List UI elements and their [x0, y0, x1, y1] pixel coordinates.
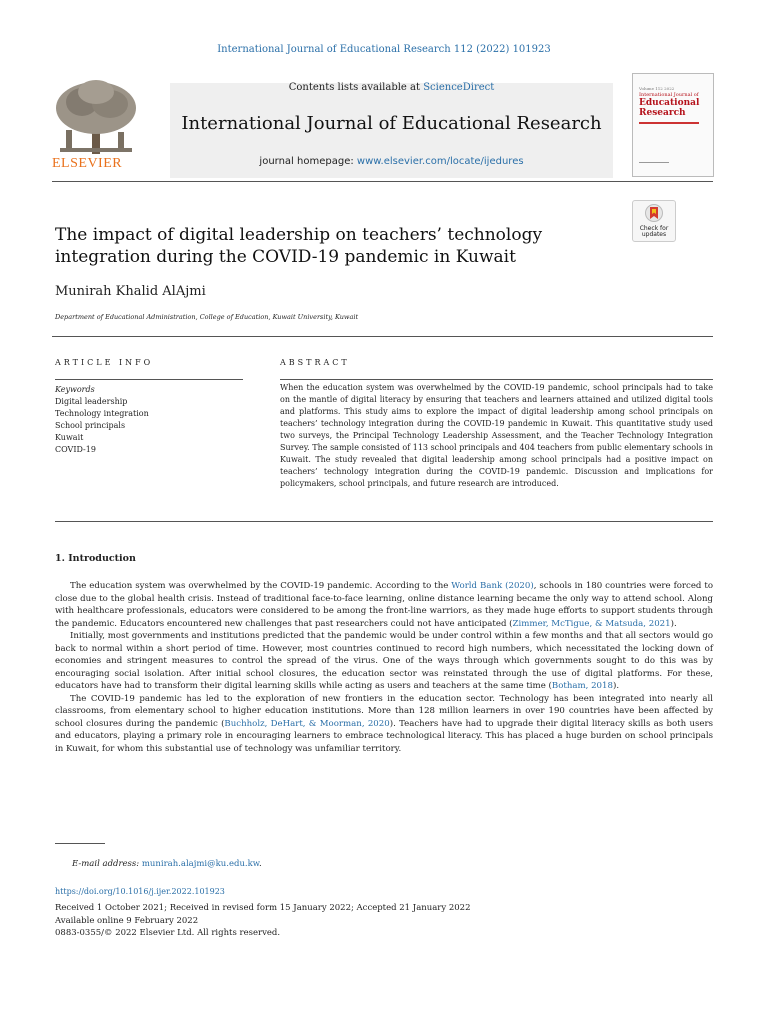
email-suffix: .	[259, 859, 262, 869]
cover-title-line2: Educational	[639, 98, 700, 108]
doi-link[interactable]: https://doi.org/10.1016/j.ijer.2022.101923	[55, 887, 225, 896]
keyword-item: School principals	[55, 421, 126, 430]
abstract-heading: ABSTRACT	[280, 358, 350, 367]
bookmark-icon	[645, 204, 663, 224]
keyword-item: Kuwait	[55, 433, 84, 442]
received-dates: Received 1 October 2021; Received in revised form 15 January 2022; Accepted 21 January 2022	[55, 903, 471, 913]
abstract-bottom-rule	[55, 521, 713, 522]
author-affiliation: Department of Educational Administration, College of Education, Kuwait University, Kuwait	[55, 313, 359, 321]
paper-title: The impact of digital leadership on teachers’ technology integration during the COVID-19 pandemic in Kuwait	[55, 225, 543, 267]
introduction-body	[55, 580, 713, 755]
contents-prefix: Contents lists available at	[288, 82, 421, 93]
journal-homepage	[170, 156, 613, 167]
citation-link[interactable]: World Bank (2020)	[451, 581, 534, 591]
cover-title-line1: International Journal of	[639, 92, 699, 98]
abstract-text: When the education system was overwhelmed by the COVID-19 pandemic, school principals had to take on the mantle of digital literacy by ensuring that teachers and learners attained and utilized digital tools and platforms. This study aims to explore the impact of digital leadership among school principals on teachers’ technology integration during the COVID-19 pandemic in Kuwait. This quantitative study used two surveys, the Principal Technology Leadership Assessment, and the Teacher Technology Integration Survey. The sample consisted of 113 school principals and 404 teachers from public elementary schools in Kuwait. The study revealed that digital leadership among school principals had a positive impact on teachers’ technology integration during the COVID-19 pandemic. Discussion and implications for policymakers, school principals, and future research are introduced.	[280, 383, 713, 488]
p3-text-b: ). Teachers have had to upgrade their digital literacy skills as both users and educators, playing a primary role in encouraging learners to embrace technological literacy. This has placed a huge burden on school principals in Kuwait, for whom this substantial use of technology was unfamiliar territory.	[55, 718, 714, 754]
check-for-updates-label	[633, 226, 675, 238]
footnote-rule	[55, 843, 105, 844]
sciencedirect-link[interactable]: ScienceDirect	[423, 82, 495, 93]
homepage-link[interactable]: www.elsevier.com/locate/ijedures	[356, 156, 524, 167]
introduction-heading: 1. Introduction	[55, 553, 136, 564]
keyword-item: Technology integration	[55, 409, 149, 418]
footnote-email	[72, 859, 262, 869]
p1-text-b: , schools in 180 countries were forced to close due to the global health crisis. Instead of traditional face-to-face learning, online distance learning became the only way to attend school. Along with healthcare professionals, educators were considered to be among the front-line warriors, as they made huge efforts to support students through the pandemic. Educators encountered new challenges that past researchers could not have anticipated (	[55, 581, 714, 629]
cover-title	[639, 92, 709, 118]
p1-text-a: The education system was overwhelmed by the COVID-19 pandemic. According to the	[70, 581, 452, 591]
journal-cover-thumbnail[interactable]	[632, 73, 714, 177]
p2-text-b: ).	[612, 681, 620, 691]
homepage-prefix: journal homepage:	[259, 156, 354, 167]
article-info-heading: ARTICLE INFO	[55, 358, 154, 367]
keyword-item: COVID-19	[55, 445, 96, 454]
elsevier-logo[interactable]: ELSEVIER	[52, 156, 123, 171]
author-name[interactable]: Munirah Khalid AlAjmi	[55, 284, 206, 299]
header-bottom-rule	[52, 181, 713, 182]
elsevier-tree-icon	[52, 78, 140, 156]
keywords-label: Keywords	[55, 385, 95, 394]
check-line2: updates	[641, 231, 667, 238]
cover-title-line3: Research	[639, 108, 686, 118]
p3-text-a: The COVID-19 pandemic has led to the exploration of new frontiers in the education sector. Technology has been integrated into nearly all classrooms, from elementary school to higher education institutions. More than 128 million learners in over 190 countries have been affected by school closures during the pandemic (	[55, 693, 713, 729]
keyword-item: Digital leadership	[55, 397, 128, 406]
article-info-rule	[55, 379, 243, 380]
p1-text-c: ).	[670, 618, 677, 629]
journal-title[interactable]: International Journal of Educational Research	[181, 113, 602, 134]
intro-paragraph-2	[55, 630, 713, 693]
keywords-block	[55, 384, 149, 456]
p2-text-a: Initially, most governments and institutions predicted that the pandemic would be under control within a few months and that all sectors would go back to normal within a short period of time. However, most countries continued to record high numbers, which necessitated the locking down of economies and stringent measures to control the spread of the virus. One of the ways through which governments sought to do this was by encouraging social isolation. After initial school closures, the education sector was reinstated through the use of digital platforms. For these, educators have had to transform their digital learning skills while acting as users and teachers at the same time (	[55, 631, 713, 691]
journal-reference[interactable]: International Journal of Educational Research 112 (2022) 101923	[217, 44, 551, 55]
intro-paragraph-3	[55, 693, 713, 756]
abstract-rule	[280, 379, 713, 380]
check-for-updates-button[interactable]	[632, 200, 676, 242]
available-online: Available online 9 February 2022	[55, 915, 199, 926]
intro-paragraph-1	[55, 580, 713, 630]
email-link[interactable]: munirah.alajmi@ku.edu.kw	[141, 859, 260, 869]
citation-link[interactable]: Buchholz, DeHart, & Moorman, 2020	[224, 718, 390, 729]
citation-link[interactable]: Botham, 2018	[551, 681, 613, 691]
email-label: E-mail address:	[72, 859, 140, 869]
affiliation-rule	[52, 336, 713, 337]
cover-volume-text: Volume 112 2022	[639, 86, 675, 91]
copyright: 0883-0355/© 2022 Elsevier Ltd. All rights reserved.	[55, 928, 281, 938]
contents-line	[170, 82, 613, 93]
check-line1: Check for	[639, 225, 669, 232]
cover-bottom-line	[639, 162, 669, 163]
publication-info	[55, 902, 470, 940]
cover-divider	[639, 122, 699, 124]
citation-link[interactable]: Zimmer, McTigue, & Matsuda, 2021	[512, 618, 671, 629]
